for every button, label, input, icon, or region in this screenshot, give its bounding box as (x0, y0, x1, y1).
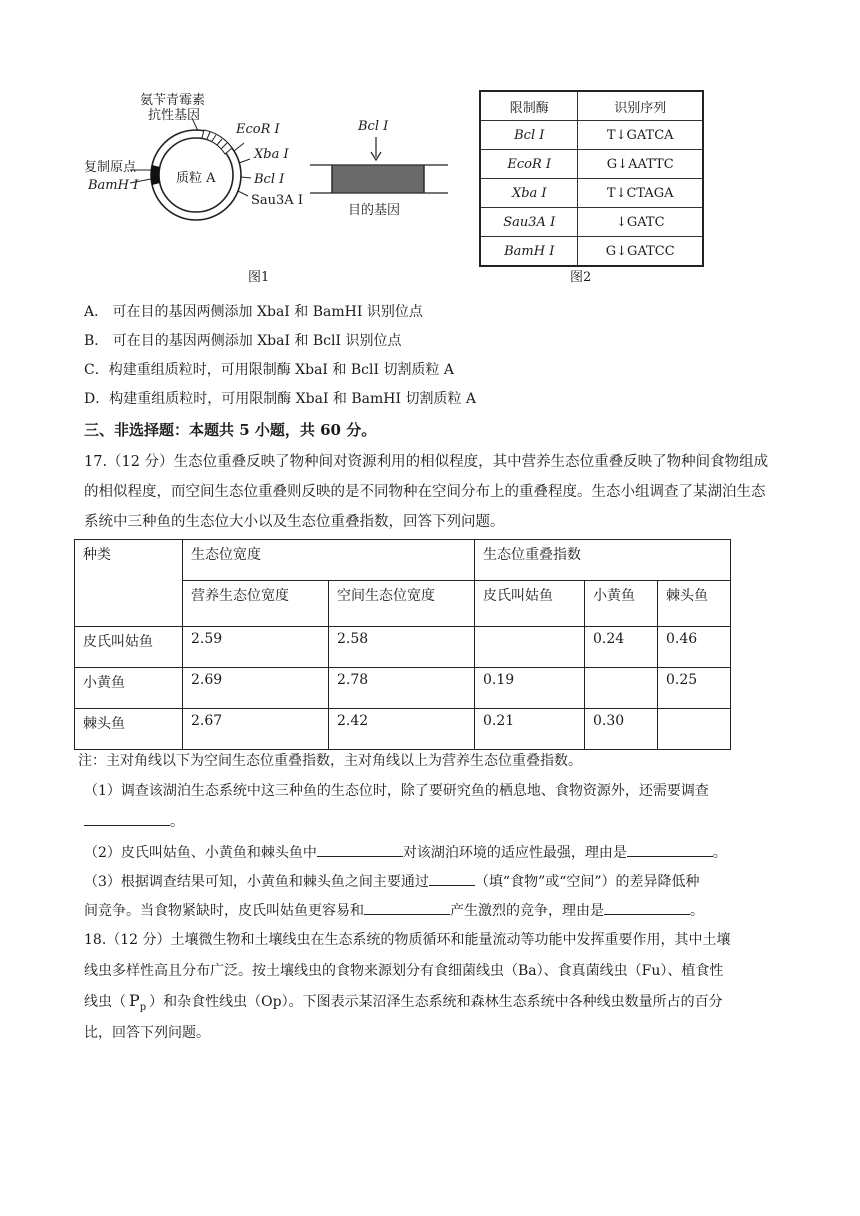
resistance-gene-segment (202, 130, 232, 154)
enzyme-table (479, 90, 704, 267)
table-row (75, 668, 731, 709)
q17-sub3-cont (84, 898, 704, 920)
q17-sub2-text-a: （2）皮氏叫姑鱼、小黄鱼和棘头鱼中 (84, 845, 317, 861)
q18-line3-b: ）和杂食性线虫（Op）。下图表示某沼泽生态系统和森林生态系统中各种线虫数量所占的百分 (149, 994, 723, 1010)
answer-blank[interactable] (627, 840, 713, 857)
q17-sub3 (84, 869, 700, 891)
nutrition-width-cell: 2.69 (183, 668, 329, 709)
nutrition-width-cell: 2.67 (183, 709, 329, 750)
overlap-cell: 0.46 (658, 627, 731, 668)
sequence-cell: ↓GATC (578, 208, 703, 237)
q17-sub3-text-d: 产生激烈的竞争，理由是 (450, 903, 604, 919)
ori-label: 复制原点 (84, 160, 137, 175)
species-name: 小黄鱼 (75, 668, 183, 709)
q18-line2: 线虫多样性高且分布广泛。按土壤线虫的食物来源划分有食细菌线虫（Ba）、食真菌线虫（Fu）、植食性 (84, 963, 724, 979)
header-width: 生态位宽度 (183, 540, 475, 581)
table-row (75, 627, 731, 668)
bcli-label: Bcl Ⅰ (254, 172, 285, 187)
header-species: 种类 (75, 540, 183, 627)
overlap-cell (585, 668, 658, 709)
answer-blank[interactable] (429, 869, 475, 886)
enzyme-cell: Bcl Ⅰ (480, 121, 578, 150)
header-fish1: 皮氏叫姑鱼 (475, 581, 585, 627)
plasmid-label: 质粒 A (176, 171, 216, 186)
overlap-cell: 0.25 (658, 668, 731, 709)
header-space-width: 空间生态位宽度 (329, 581, 475, 627)
q17-sub3-text-c: 间竞争。当食物紧缺时，皮氏叫姑鱼更容易和 (84, 903, 364, 919)
option-c: C．构建重组质粒时，可用限制酶 XbaI 和 BclI 切割质粒 A (84, 362, 455, 378)
table-note: 注：主对角线以下为空间生态位重叠指数，主对角线以上为营养生态位重叠指数。 (78, 753, 582, 769)
q17-sub1-answer (84, 809, 184, 831)
overlap-cell: 0.30 (585, 709, 658, 750)
header-nutrition-width: 营养生态位宽度 (183, 581, 329, 627)
q17-sub1-text: （1）调查该湖泊生态系统中这三种鱼的生态位时，除了要研究鱼的栖息地、食物资源外，还需要调查 (84, 783, 709, 799)
sau3ai-label: Sau3A Ⅰ (251, 193, 303, 208)
q17-sub2 (84, 840, 727, 862)
origin-segment (151, 165, 160, 185)
space-width-cell: 2.58 (329, 627, 475, 668)
q17-sub1 (84, 780, 709, 800)
xbai-label: Xba Ⅰ (254, 147, 289, 162)
table-row (75, 709, 731, 750)
q17-sub3-text-b: （填“食物”或“空间”）的差异降低种 (474, 874, 700, 890)
option-d: D．构建重组质粒时，可用限制酶 XbaI 和 BamHI 切割质粒 A (84, 391, 477, 407)
q17-sub3-end: 。 (690, 903, 704, 919)
q17-sub1-end: 。 (170, 814, 184, 830)
enzyme-cell: Xba Ⅰ (480, 179, 578, 208)
pp-sub: p (139, 1002, 147, 1014)
bamhi-label: BamH Ⅰ (88, 178, 139, 193)
target-gene-block (332, 165, 424, 193)
q18-line4: 比，回答下列问题。 (84, 1025, 210, 1041)
overlap-cell: 0.19 (475, 668, 585, 709)
sequence-header: 识别序列 (578, 91, 703, 121)
answer-blank[interactable] (364, 898, 450, 915)
section-heading: 三、非选择题：本题共 5 小题，共 60 分。 (84, 421, 377, 439)
q18-line3 (84, 991, 723, 1013)
header-overlap: 生态位重叠指数 (475, 540, 731, 581)
header-fish3: 棘头鱼 (658, 581, 731, 627)
pp-main: P (129, 991, 140, 1010)
q17-sub2-end: 。 (712, 845, 727, 861)
space-width-cell: 2.42 (329, 709, 475, 750)
ecori-label: EcoR Ⅰ (236, 122, 280, 137)
bcl-arrow-label: Bcl Ⅰ (358, 119, 389, 134)
answer-blank[interactable] (317, 840, 403, 857)
figure2-caption: 图2 (570, 270, 592, 285)
q17-sub3-text-a: （3）根据调查结果可知，小黄鱼和棘头鱼之间主要通过 (84, 874, 429, 890)
sequence-cell: G↓GATCC (578, 237, 703, 267)
sequence-cell: T↓CTAGA (578, 179, 703, 208)
species-name: 皮氏叫姑鱼 (75, 627, 183, 668)
sequence-cell: T↓GATCA (578, 121, 703, 150)
enzyme-cell: Sau3A Ⅰ (480, 208, 578, 237)
overlap-cell: 0.24 (585, 627, 658, 668)
answer-blank[interactable] (84, 809, 170, 826)
q17-intro: 17.（12 分）生态位重叠反映了物种间对资源利用的相似程度，其中营养生态位重叠反映了物种间食物组成的相似程度，而空间生态位重叠则反映的是不同物种在空间分布上的重叠程度。生态小组调查了某湖泊生态系统中三种鱼的生态位大小以及生态位重叠指数，回答下列问题。 (84, 454, 769, 530)
q17-sub2-text-b: 对该湖泊环境的适应性最强，理由是 (402, 845, 627, 861)
resistance-label-line1: 氨苄青霉素 (140, 93, 206, 108)
q18-line3-a: 线虫（ (84, 994, 126, 1010)
option-a: A． 可在目的基因两侧添加 XbaI 和 BamHI 识别位点 (84, 304, 423, 320)
niche-table (74, 539, 731, 750)
overlap-cell: 0.21 (475, 709, 585, 750)
q18-line1: 18.（12 分）土壤微生物和土壤线虫在生态系统的物质循环和能量流动等功能中发挥重要作用，其中土壤 (84, 932, 731, 948)
overlap-cell (475, 627, 585, 668)
species-name: 棘头鱼 (75, 709, 183, 750)
sequence-cell: G↓AATTC (578, 150, 703, 179)
header-fish2: 小黄鱼 (585, 581, 658, 627)
space-width-cell: 2.78 (329, 668, 475, 709)
enzyme-cell: EcoR Ⅰ (480, 150, 578, 179)
option-b: B． 可在目的基因两侧添加 XbaI 和 BclI 识别位点 (84, 333, 402, 349)
figure1-caption: 图1 (248, 270, 270, 285)
answer-blank[interactable] (604, 898, 690, 915)
target-gene-label: 目的基因 (348, 203, 401, 218)
overlap-cell (658, 709, 731, 750)
enzyme-header: 限制酶 (480, 91, 578, 121)
nutrition-width-cell: 2.59 (183, 627, 329, 668)
pp-symbol (129, 991, 147, 1014)
enzyme-cell: BamH Ⅰ (480, 237, 578, 267)
resistance-label-line2: 抗性基因 (148, 108, 201, 123)
